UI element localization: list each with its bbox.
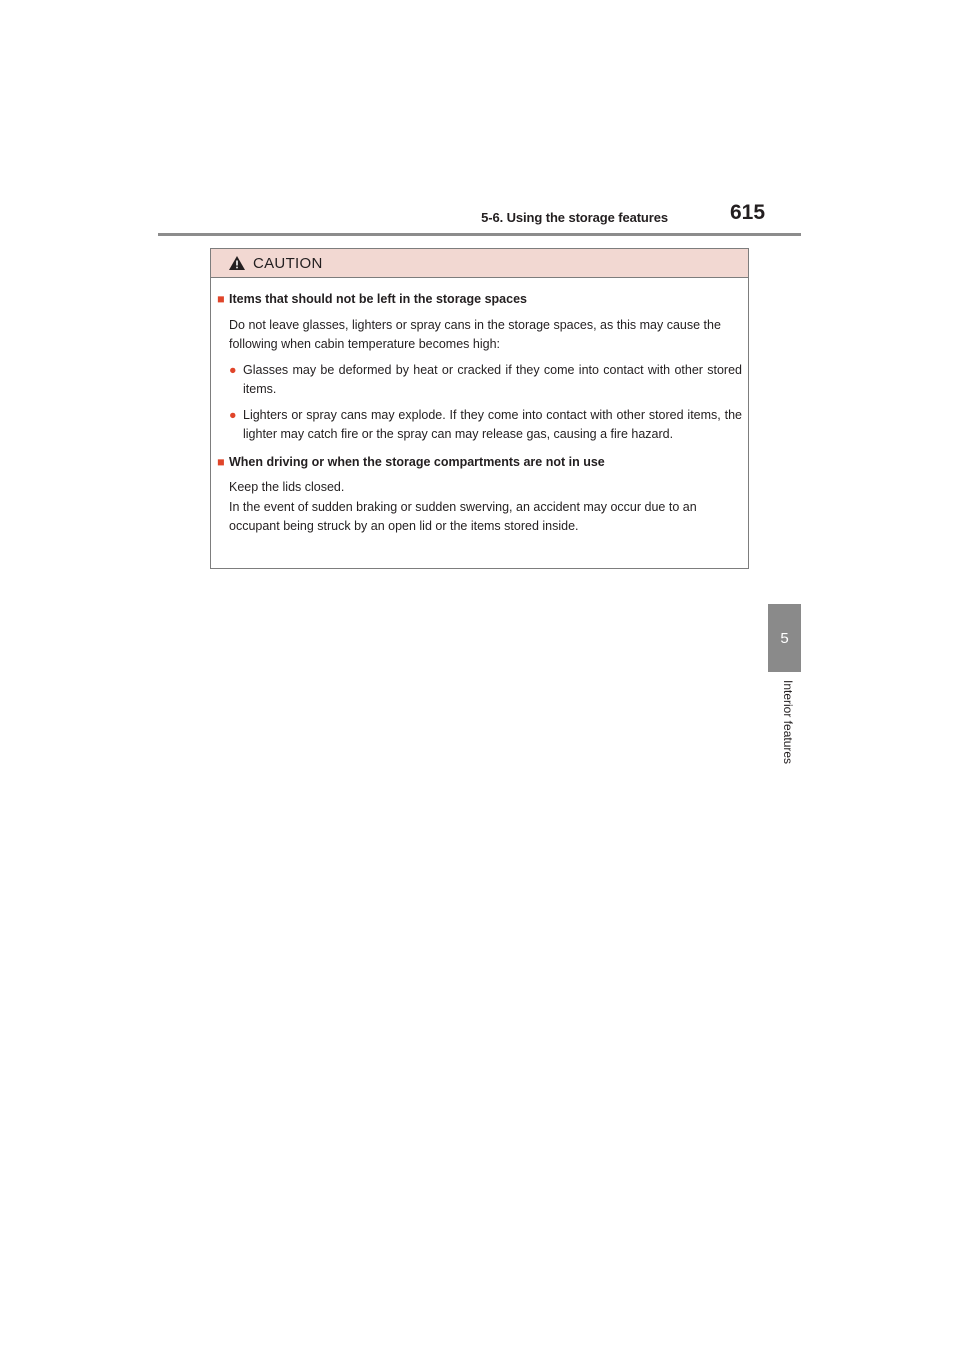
header-divider [158, 233, 801, 236]
chapter-tab [768, 604, 801, 672]
section-intro: Do not leave glasses, lighters or spray cans in the storage spaces, as this may cause the following when cabin temperature becomes high: [229, 317, 721, 351]
list-item [217, 406, 742, 445]
square-bullet-icon: ■ [217, 292, 225, 306]
section-heading [217, 290, 742, 310]
caution-body [211, 278, 748, 537]
section-heading-text: When driving or when the storage compartments are not in use [229, 454, 605, 469]
list-item [217, 361, 742, 400]
circle-bullet-icon: ● [229, 362, 237, 377]
chapter-number: 5 [780, 629, 789, 647]
section-line: Keep the lids closed. [229, 480, 345, 494]
warning-triangle-icon [228, 255, 246, 271]
caution-header [211, 249, 748, 278]
section-heading [217, 453, 742, 473]
section-text [217, 478, 742, 537]
caution-title: CAUTION [253, 254, 323, 272]
section-heading-text: Items that should not be left in the storage spaces [229, 292, 527, 306]
section-line: In the event of sudden braking or sudden swerving, an accident may occur due to an occupant being struck by an open lid or the items stored inside. [229, 499, 697, 533]
square-bullet-icon: ■ [217, 454, 225, 469]
circle-bullet-icon: ● [229, 407, 237, 422]
section-title: 5-6. Using the storage features [481, 210, 668, 225]
caution-box [210, 248, 749, 569]
chapter-label: Interior features [781, 680, 795, 765]
list-item-text: Lighters or spray cans may explode. If they come into contact with other stored items, the lighter may catch fire or the spray can may release gas, causing a fire hazard. [243, 407, 742, 441]
page-number: 615 [730, 201, 766, 224]
list-item-text: Glasses may be deformed by heat or cracked if they come into contact with other stored items. [243, 362, 742, 396]
